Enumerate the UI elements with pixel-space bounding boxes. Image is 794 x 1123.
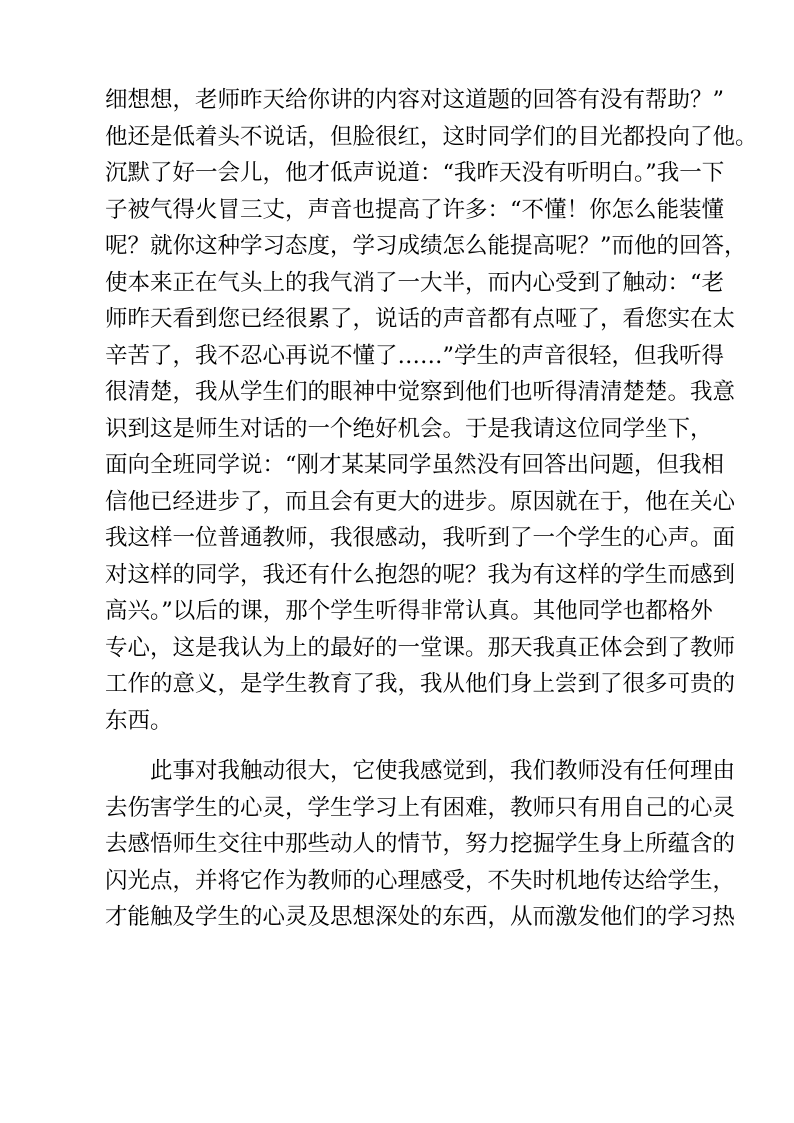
text-line: 细想想，老师昨天给你讲的内容对这道题的回答有没有帮助？” [105,87,725,113]
text-line: 才能触及学生的心灵及思想深处的东西，从而激发他们的学习热 [105,904,736,930]
text-line: 沉默了好一会儿，他才低声说道：“我昨天没有听明白。”我一下 [105,160,725,186]
text-line: 师昨天看到您已经很累了，说话的声音都有点哑了，看您实在太 [105,306,736,332]
text-line: 他还是低着头不说话，但脸很红，这时同学们的目光都投向了他。 [105,123,758,150]
text-line: 我这样一位普通教师，我很感动，我听到了一个学生的心声。面 [105,525,736,551]
paragraph-1 [105,82,758,739]
text-line: 专心，这是我认为上的最好的一堂课。那天我真正体会到了教师 [105,634,736,661]
text-line: 信他已经进步了，而且会有更大的进步。原因就在于，他在关心 [105,488,736,515]
text-line: 辛苦了，我不忍心再说不懂了……”学生的声音很轻，但我听得 [105,342,725,369]
text-line: 高兴。”以后的课，那个学生听得非常认真。其他同学也都格外 [105,598,713,624]
text-line: 对这样的同学，我还有什么抱怨的呢？我为有这样的学生而感到 [105,561,736,588]
text-line: 呢？就你这种学习态度，学习成绩怎么能提高呢？”而他的回答， [105,233,747,259]
text-line: 子被气得火冒三丈，声音也提高了许多：“不懂！你怎么能装懂 [105,196,725,223]
text-line: 工作的意义，是学生教育了我，我从他们身上尝到了很多可贵的 [105,671,736,697]
text-line: 去感悟师生交往中那些动人的情节，努力挖掘学生身上所蕴含的 [105,831,736,857]
body-text [105,82,758,936]
text-line: 使本来正在气头上的我气消了一大半，而内心受到了触动：“老 [105,269,725,296]
text-line: 去伤害学生的心灵，学生学习上有困难，教师只有用自己的心灵 [105,794,736,821]
text-line: 很清楚，我从学生们的眼神中觉察到他们也听得清清楚楚。我意 [105,379,736,405]
text-line: 东西。 [105,707,173,734]
text-line: 此事对我触动很大，它使我感觉到，我们教师没有任何理由 [105,758,736,784]
paragraph-gap [105,739,705,753]
paragraph-2 [105,753,736,936]
text-line: 面向全班同学说：“刚才某某同学虽然没有回答出问题，但我相 [105,452,725,478]
text-line: 闪光点，并将它作为教师的心理感受，不失时机地传达给学生， [105,867,736,894]
text-line: 识到这是师生对话的一个绝好机会。于是我请这位同学坐下， [105,415,713,442]
